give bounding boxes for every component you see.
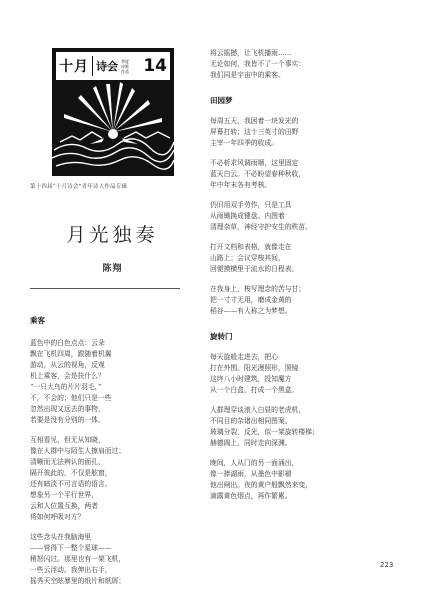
- poem-line: 像一捧湖雨，从墨色中影褪: [210, 470, 292, 478]
- poem-line: 不同目的杂诸出相同图案。: [210, 417, 292, 425]
- poem-line: 每天旋般走进去，把心: [210, 353, 278, 361]
- poem-line: 无论如何，我皆不了一个事实：: [210, 60, 306, 68]
- poem-line: 一些云浮动。我伸出右手，: [30, 566, 112, 574]
- poem-line: 从一个白盒，打成一个黑盒。: [210, 386, 299, 394]
- stanza: [210, 284, 400, 317]
- stanza: [210, 116, 400, 149]
- poem-line: 回便摸横里于流水的日程表。: [210, 265, 299, 273]
- stanza: [210, 405, 400, 449]
- poem-line: 在我身上，梭写理念的苦与甘；: [210, 285, 306, 293]
- poem-line: 这终八小时建筑，投知魔方: [210, 375, 292, 383]
- poem-line: 屏幕打转；这十三英寸的田野: [210, 128, 299, 136]
- poem-line: 玻璃分裂，反光，似一架旋转楼梯；: [210, 428, 319, 436]
- author-name: 陈翔: [102, 264, 123, 274]
- banner-brand-2: 诗会: [96, 59, 118, 73]
- poem-line: 赫德阁上，同时走向深渊。: [210, 439, 292, 447]
- poem-line: 从雨锄换成键盘。内图着: [210, 212, 285, 220]
- banner-header: [56, 52, 170, 80]
- poem-line: 主宰一年四季的收成。: [210, 139, 278, 147]
- poem-line: 互相看见，但无从知晓，: [30, 436, 105, 444]
- poem-line: 不必析求风调雨顺，这里固定: [210, 159, 299, 167]
- poetry-banner: [52, 48, 174, 176]
- stanza: [30, 338, 195, 426]
- poem-line: 蓝色中的白色点点：云朵: [30, 339, 105, 347]
- title-divider: [30, 288, 180, 289]
- collection-caption: 第十四届“十月诗会”青年诗人作品专辑: [30, 184, 128, 190]
- stanza: [210, 352, 400, 396]
- poem-line: 蓝天白云。不必盼望春种秋收，: [210, 170, 306, 178]
- poem-line: 打开文档和表格，就像走在: [210, 243, 292, 251]
- poem-line: 将如何呼吸对方？: [30, 513, 85, 521]
- poem-line: 不，不会的；他们只是一些: [30, 394, 112, 402]
- poem-line: 还有暗淡不可言语的语言。: [30, 480, 112, 488]
- stanza: [210, 200, 400, 233]
- stanza: [30, 532, 195, 587]
- poem-line: 人群理穿谈滚入白昼的老虎机，: [210, 406, 306, 414]
- poem-line: 滴露黄色烟点，再作繁累。: [210, 492, 292, 500]
- poem-line: 云和人位置互换，两者: [30, 502, 98, 510]
- poem-line: ——营得下一整个星球——: [30, 544, 112, 552]
- poem-line: 清晰而无法辨认的面孔，: [30, 458, 105, 466]
- section-title: 乘客: [30, 316, 45, 325]
- banner-brand: 十月: [59, 59, 89, 75]
- poem-line: 把一寸寸无用，磨成金黄的: [210, 296, 292, 304]
- poem-line: 若要是没有分别的一体。: [30, 416, 105, 424]
- banner-sub-1: 季度: [121, 58, 129, 64]
- poem-line: 年中年末各有考核。: [210, 181, 272, 189]
- banner-divider: [92, 56, 93, 76]
- poem-line: 山路上；会议穿梭其间，: [210, 254, 285, 262]
- banner-sub-labels: [121, 59, 129, 74]
- section-title: 旋转门: [210, 332, 233, 341]
- section-title: 田园梦: [210, 96, 233, 105]
- left-column: [30, 48, 195, 587]
- poem-line: 像在人群中与陌生人擦肩而过；: [30, 447, 126, 455]
- section-pastoral-dream: [210, 95, 400, 317]
- poem-line: 想象另一个平行世界，: [30, 491, 98, 499]
- poem-line: 游动，从云的视角，反观: [30, 361, 105, 369]
- poem-line: 摇秀天空眩暴里的纸片和纸屑；: [30, 577, 126, 585]
- stanza: [210, 158, 400, 191]
- page-number: 223: [380, 561, 394, 569]
- section-revolving-door: [210, 331, 400, 502]
- poem-line: 隔开彼此的，不仅是舷窗，: [30, 469, 112, 477]
- poem-line: 飘在飞机四周，跟随着机翼: [30, 350, 112, 358]
- poem-line: 每周五天，我困着一块发光的: [210, 117, 299, 125]
- woodcut-illustration: [52, 80, 174, 176]
- poem-line: “一只大鸟的片片羽毛，”: [30, 383, 102, 391]
- stanza: [30, 435, 195, 523]
- poem-line: 他出闸出。夜的黄户般飘然来变，: [210, 481, 312, 489]
- stanza-continued: [210, 48, 400, 81]
- poem-line: 稍怒闪过。那里也有一架飞机，: [30, 555, 126, 563]
- poem-line: 机上乘客，会是扶什么？: [30, 372, 105, 380]
- poem-line: 稻谷——有人称之为梦想。: [210, 307, 292, 315]
- poem-line: 忽然出现又远去的事物，: [30, 405, 105, 413]
- section-passenger: [30, 315, 195, 587]
- banner-issue-number: 14: [143, 56, 167, 76]
- poem-line: 仍旧用双手劳作，只是工具: [210, 201, 292, 209]
- right-column: [210, 48, 400, 502]
- poem-line: 这些念头在我脑海里: [30, 533, 92, 541]
- poem-line: 将云摇撼，让飞机播雨……: [210, 49, 292, 57]
- poem-line: 打在外围。阳光漫照形，照镜: [210, 364, 299, 372]
- stanza: [210, 458, 400, 502]
- stanza: [210, 242, 400, 275]
- poem-line: 我们同是宇宙中的乘客。: [210, 71, 285, 79]
- banner-sub-2: 诗歌: [121, 63, 129, 69]
- poem-title: 月光独奏: [66, 224, 159, 246]
- poem-line: 清理杂草，神经守护安生的秩苗。: [210, 223, 312, 231]
- banner-sub-3: 作品: [121, 68, 129, 74]
- poem-line: 晚间，人从门的另一面涌出，: [210, 459, 299, 467]
